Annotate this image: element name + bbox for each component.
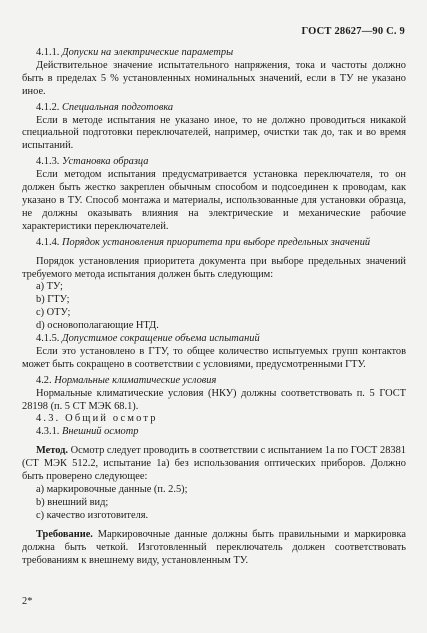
section-heading-4-1-3 bbox=[22, 156, 406, 169]
paragraph-4-2: Нормальные климатические условия (НКУ) должны соответствовать п. 5 ГОСТ 28198 (п. 5 СТ МЭК 68.1). bbox=[22, 387, 406, 412]
method-text: Осмотр следует проводить в соответствии с испытанием 1а по ГОСТ 28381 (СТ МЭК 512.2, испытание 1а) без использования оптических приборов. Должно быть проверено следующее: bbox=[22, 445, 406, 483]
list-item: c) ОТУ; bbox=[36, 307, 71, 319]
section-number: 4.3.1. bbox=[36, 426, 60, 438]
section-number: 4.1.3. bbox=[36, 156, 60, 168]
method-label: Метод. bbox=[36, 445, 68, 457]
paragraph-4-1-2: Если в методе испытания не указано иное, то не должно проводиться никакой специальной подготовки переключателей, например, очистки так до, так и во время испытаний. bbox=[22, 114, 406, 152]
list-item: b) внешний вид; bbox=[36, 496, 109, 508]
list-item: b) ГТУ; bbox=[36, 294, 70, 306]
page-footer-signature: 2* bbox=[22, 596, 33, 607]
section-title: Порядок установления приоритета при выборе предельных значений bbox=[62, 236, 371, 248]
list-item: d) основополагающие НТД. bbox=[36, 320, 159, 332]
page-header: ГОСТ 28627—90 С. 9 bbox=[301, 26, 405, 37]
section-heading-4-3-1 bbox=[22, 426, 406, 439]
paragraph-4-1-1: Действительное значение испытательного напряжения, тока и частоты должно быть в пределах 5 % установленных номинальных значений, если в ТУ не указано иное. bbox=[22, 59, 406, 97]
requirement-label: Требование. bbox=[36, 528, 93, 540]
section-title: Установка образца bbox=[62, 156, 149, 168]
section-title: Допуски на электрические параметры bbox=[62, 47, 234, 58]
section-title: Нормальные климатические условия bbox=[54, 374, 217, 386]
section-title: Внешний осмотр bbox=[62, 426, 139, 438]
requirement-text: Маркировочные данные должны быть правильными и маркировка должна быть четкой. Изготовленный переключатель должен соответствовать требованиям к внешнему виду, установленным ТУ. bbox=[22, 528, 406, 566]
section-heading-4-1-4 bbox=[22, 237, 406, 250]
section-number: 4.2. bbox=[36, 374, 52, 386]
document-body bbox=[22, 47, 406, 567]
list-item: c) качество изготовителя. bbox=[36, 509, 149, 521]
paragraph-method bbox=[22, 445, 406, 484]
section-title: Допустимое сокращение объема испытаний bbox=[62, 333, 260, 345]
section-number: 4.1.4. bbox=[36, 236, 60, 248]
section-title: Специальная подготовка bbox=[62, 101, 174, 113]
paragraph-4-1-4: Порядок установления приоритета документа при выборе предельных значений требуемого метода испытания должен быть следующим: bbox=[22, 255, 406, 280]
section-heading-4-3: 4.3. Общий осмотр bbox=[36, 413, 158, 425]
section-heading-4-1-1 bbox=[22, 47, 406, 60]
paragraph-4-1-5: Если это установлено в ГТУ, то общее количество испытуемых групп контактов может быть сокращено в соответствии с условиями, предусмотренными ГТУ. bbox=[22, 345, 406, 370]
paragraph-4-1-3: Если методом испытания предусматривается установка переключателя, то он должен быть жестко закреплен обычным способом и подсоединен к проводам, как указано в ТУ. Способ монтажа и материалы, использованные для установки образца, не должны оказывать влияния на электрические и механические рабочие характеристики переключателей. bbox=[22, 169, 406, 232]
section-heading-4-1-2 bbox=[22, 102, 406, 115]
list-item: a) ТУ; bbox=[36, 281, 63, 293]
section-number: 4.1.5. bbox=[36, 333, 60, 345]
section-number: 4.1.1. bbox=[36, 47, 60, 58]
section-number: 4.1.2. bbox=[36, 101, 60, 113]
section-heading-4-2 bbox=[22, 375, 406, 388]
section-heading-4-1-5 bbox=[22, 333, 406, 346]
paragraph-requirement bbox=[22, 529, 406, 568]
list-item: a) маркировочные данные (п. 2.5); bbox=[36, 484, 188, 495]
